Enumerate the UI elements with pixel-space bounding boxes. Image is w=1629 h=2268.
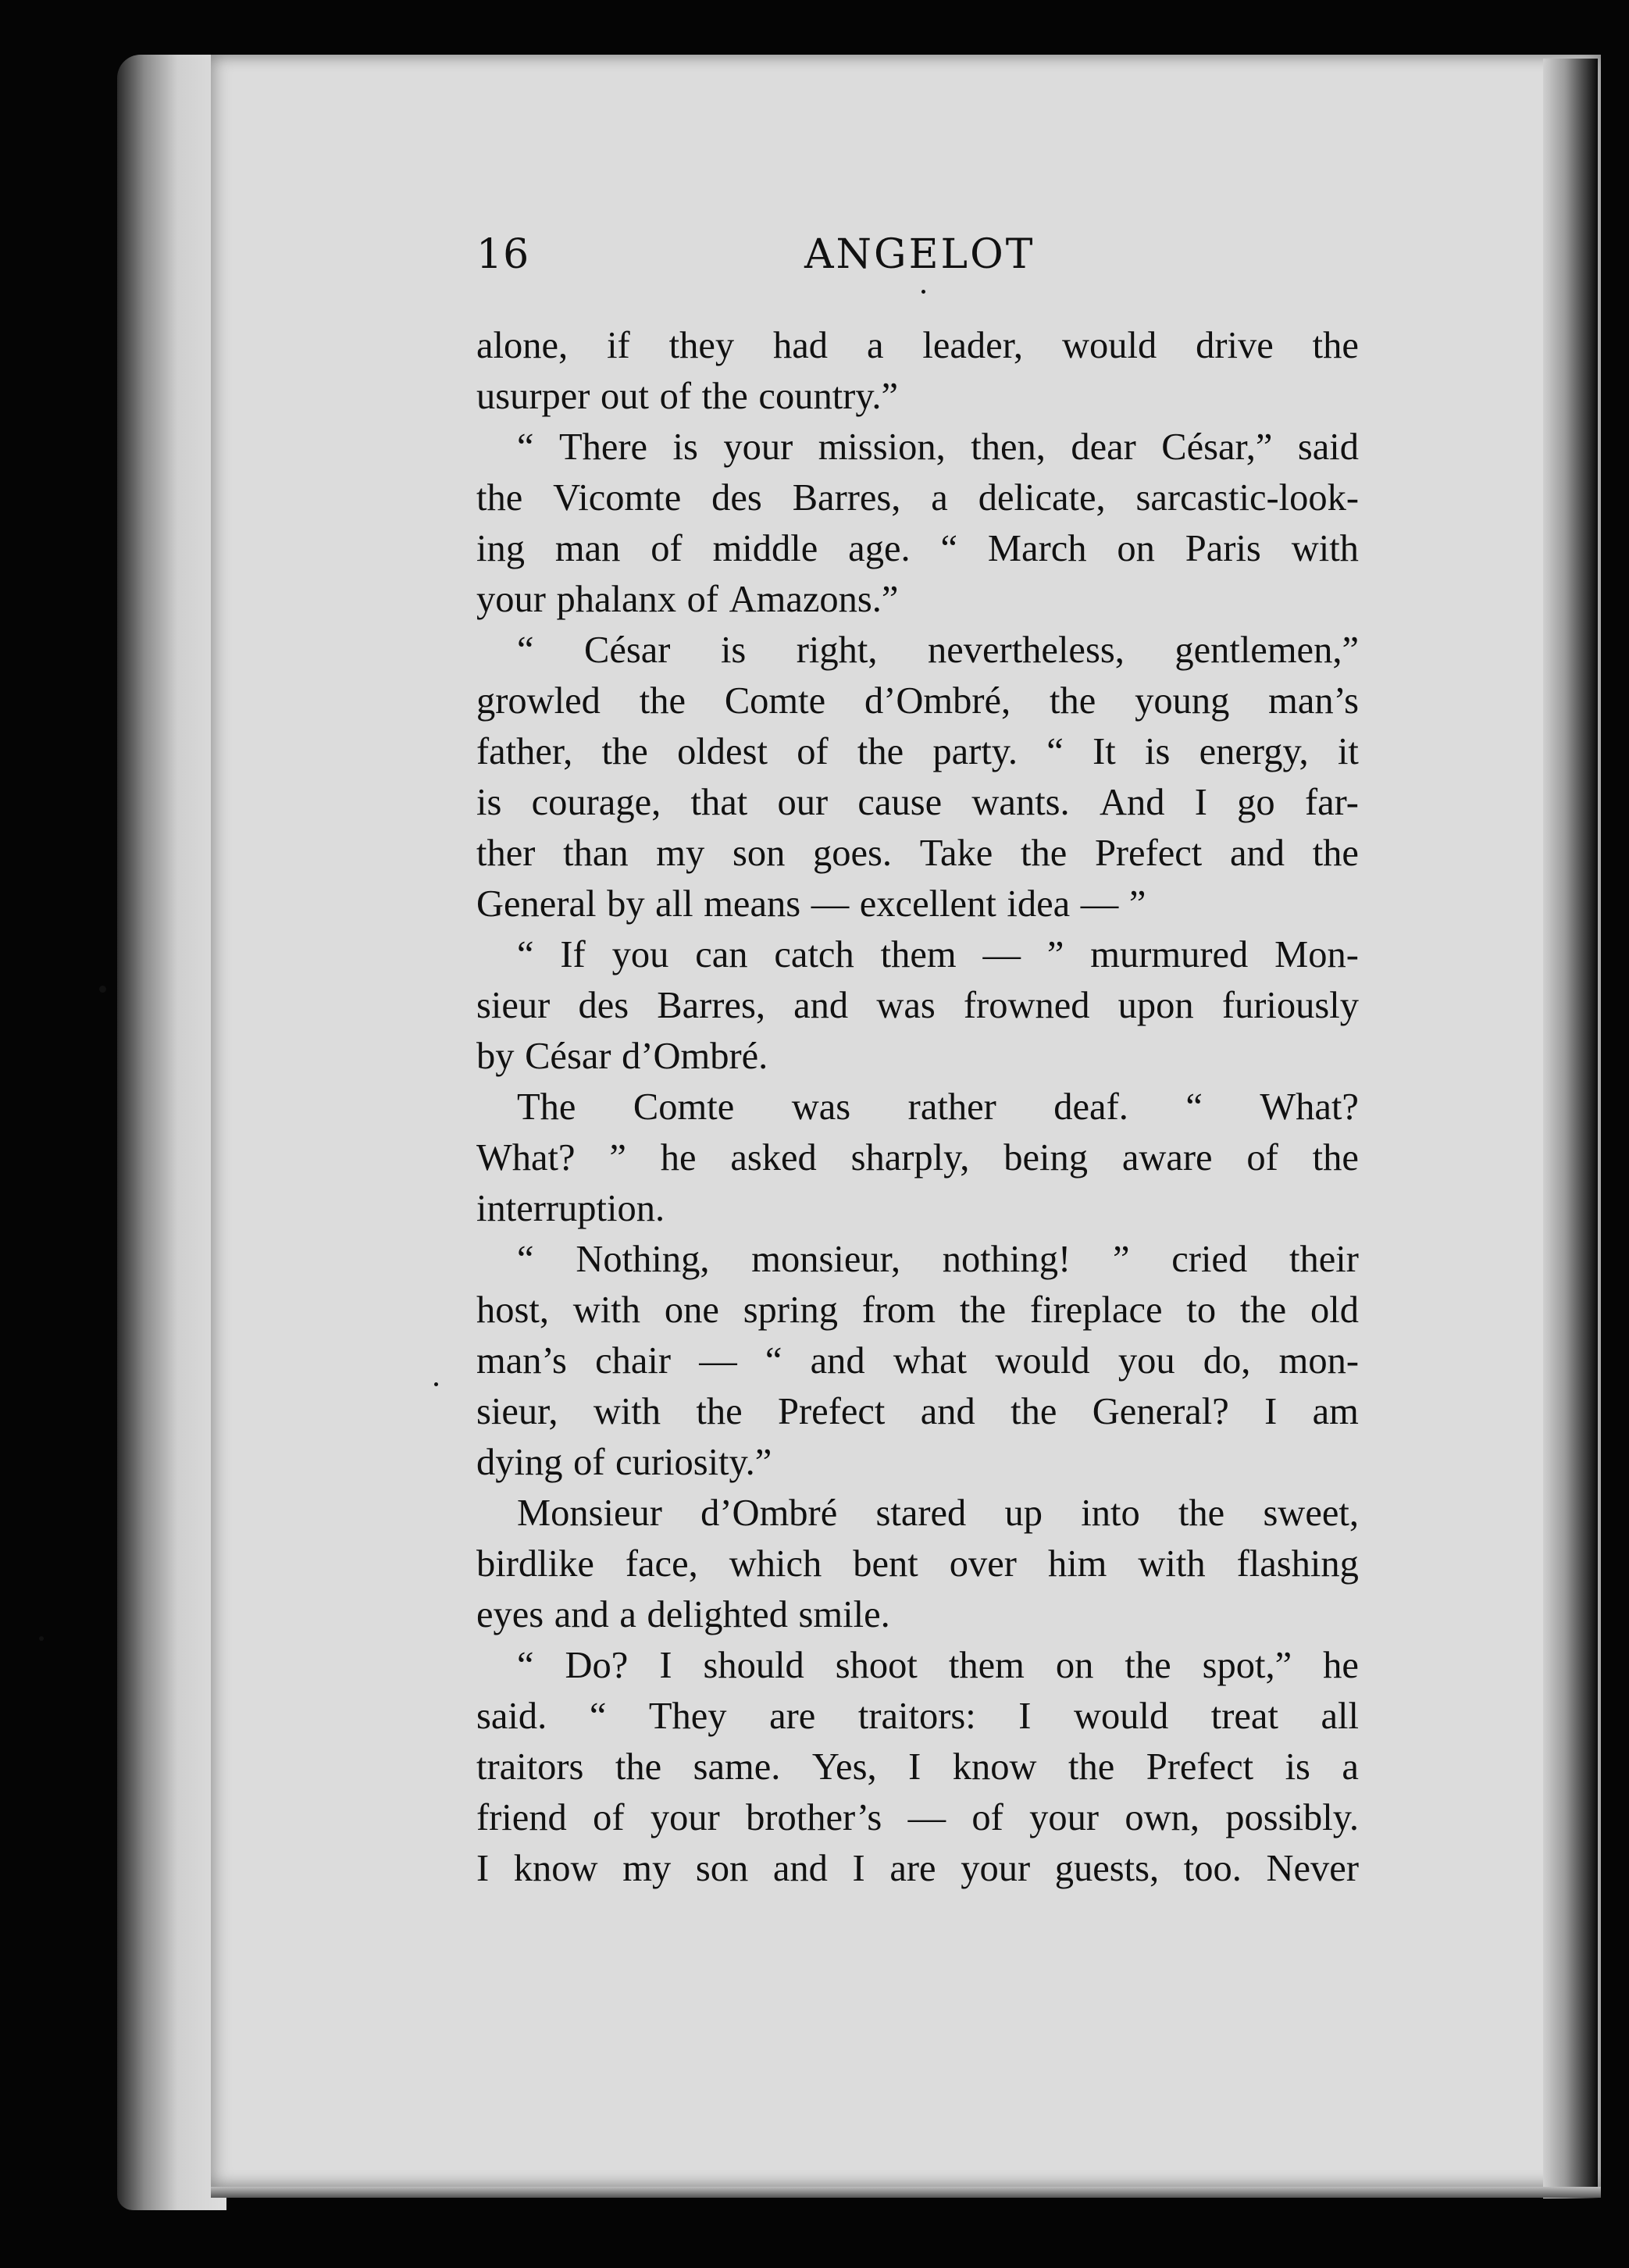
page-bottom-edge [211, 2187, 1601, 2198]
text-line: father, the oldest of the party. “ It is energy, it [476, 731, 1359, 772]
text-line: ther than my son goes. Take the Prefect and the [476, 833, 1359, 874]
text-line: What? ” he asked sharply, being aware of the [476, 1137, 1359, 1179]
text-line: eyes and a delighted smile. [476, 1594, 890, 1635]
text-line: host, with one spring from the fireplace to the old [476, 1289, 1359, 1331]
text-line: the Vicomte des Barres, a delicate, sarcastic-look- [476, 477, 1359, 519]
dust-speck [921, 290, 925, 294]
text-line: said. “ They are traitors: I would treat all [476, 1696, 1359, 1737]
text-line: sieur des Barres, and was frowned upon furiously [476, 985, 1359, 1026]
text-line: “ If you can catch them — ” murmured Mon- [517, 934, 1359, 975]
dust-speck [434, 1382, 438, 1386]
text-line: is courage, that our cause wants. And I go far- [476, 782, 1359, 823]
text-line: by César d’Ombré. [476, 1036, 768, 1077]
text-line: “ Do? I should shoot them on the spot,” he [517, 1645, 1359, 1686]
text-line: birdlike face, which bent over him with flashing [476, 1543, 1359, 1585]
text-line: dying of curiosity.” [476, 1442, 772, 1483]
text-line: alone, if they had a leader, would drive the [476, 325, 1359, 366]
book-spine-edge [117, 55, 226, 2210]
running-title: ANGELOT [804, 231, 1036, 278]
text-line: “ Nothing, monsieur, nothing! ” cried their [517, 1239, 1359, 1280]
text-line: The Comte was rather deaf. “ What? [517, 1086, 1359, 1128]
text-line: man’s chair — “ and what would you do, mon- [476, 1340, 1359, 1382]
text-line: interruption. [476, 1188, 665, 1229]
page-fore-edge [1543, 59, 1598, 2198]
page-number: 16 [476, 231, 530, 278]
dust-speck [39, 1636, 44, 1641]
text-line: friend of your brother’s — of your own, possibly. [476, 1797, 1359, 1838]
text-line: General by all means — excellent idea — ” [476, 883, 1146, 925]
text-line: ing man of middle age. “ March on Paris with [476, 528, 1359, 569]
text-line: your phalanx of Amazons.” [476, 579, 899, 620]
page-header [476, 231, 1359, 286]
text-line: sieur, with the Prefect and the General? I am [476, 1391, 1359, 1432]
text-line: Monsieur d’Ombré stared up into the sweet, [517, 1492, 1359, 1534]
text-line: “ There is your mission, then, dear César,” said [517, 426, 1359, 468]
text-line: “ César is right, nevertheless, gentlemen,” [517, 629, 1359, 671]
dust-speck [99, 986, 106, 993]
text-line: I know my son and I are your guests, too. Never [476, 1848, 1359, 1889]
text-line: traitors the same. Yes, I know the Prefect is a [476, 1746, 1359, 1788]
text-line: usurper out of the country.” [476, 376, 899, 417]
body-text [476, 320, 1359, 1894]
text-line: growled the Comte d’Ombré, the young man’s [476, 680, 1359, 722]
